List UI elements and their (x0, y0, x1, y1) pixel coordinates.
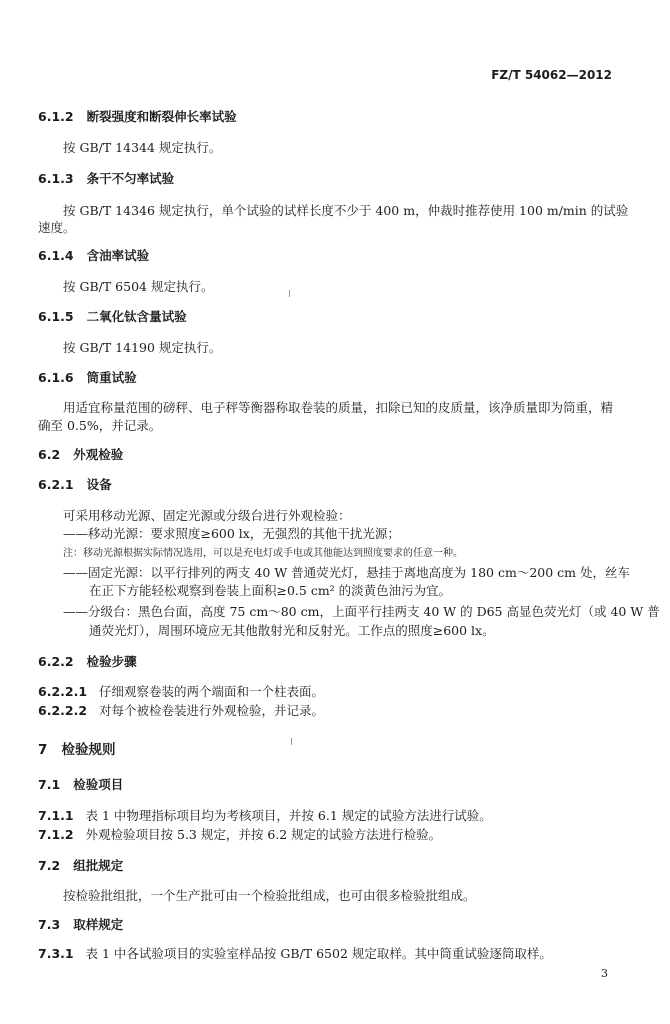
heading-6-1-4 (38, 248, 149, 264)
section-title: 断裂强度和断裂伸长率试验 (86, 109, 237, 124)
section-number: 7.1 (38, 777, 61, 792)
section-title: 二氧化钛含量试验 (86, 309, 187, 324)
clause-number: 7.1.1 (38, 808, 74, 823)
section-title: 含油率试验 (86, 248, 150, 263)
paragraph-6-1-3-line2: 速度。 (38, 220, 76, 235)
section-title: 检验项目 (73, 777, 124, 792)
scan-speck (289, 290, 290, 297)
step-number: 6.2.2.1 (38, 684, 88, 699)
section-number: 6.1.3 (38, 171, 74, 186)
step-number: 6.2.2.2 (38, 703, 88, 718)
heading-6-1-2 (38, 109, 237, 125)
clause-number: 7.1.2 (38, 827, 74, 842)
step-text: 对每个被检卷装进行外观检验，并记录。 (98, 703, 324, 718)
heading-6-1-3 (38, 171, 174, 187)
section-title: 取样规定 (73, 917, 124, 932)
heading-6-1-6 (38, 370, 137, 386)
section-title: 外观检验 (73, 447, 124, 462)
list-item-grading-table-line2: 通荧光灯），周围环境应无其他散射光和反射光。工作点的照度≥600 lx。 (89, 623, 495, 638)
section-title: 设备 (86, 477, 112, 492)
paragraph-6-1-6-line1: 用适宜称量范围的磅秤、电子秤等衡器称取卷装的质量，扣除已知的皮质量，该净质量即为筒重，精 (63, 400, 614, 415)
step-text: 仔细观察卷装的两个端面和一个柱表面。 (98, 684, 324, 699)
section-number: 7.3 (38, 917, 61, 932)
heading-6-1-5 (38, 309, 187, 325)
clause-7-1-2 (38, 827, 441, 843)
section-title: 筒重试验 (86, 370, 137, 385)
list-item-fixed-light-line2: 在正下方能轻松观察到卷装上面积≥0.5 cm² 的淡黄色油污为宜。 (89, 583, 452, 598)
step-6-2-2-2 (38, 703, 324, 719)
paragraph-6-1-2: 按 GB/T 14344 规定执行。 (63, 140, 222, 155)
list-item-fixed-light-line1: ——固定光源：以平行排列的两支 40 W 普通荧光灯，悬挂于离地高度为 180 cm～200 cm 处，丝车 (63, 565, 630, 580)
heading-7-3 (38, 917, 123, 933)
heading-6-2-2 (38, 654, 137, 670)
clause-text: 外观检验项目按 5.3 规定，并按 6.2 规定的试验方法进行检验。 (85, 827, 442, 842)
paragraph-6-2-1-intro: 可采用移动光源、固定光源或分级台进行外观检验： (63, 508, 351, 523)
clause-7-1-1 (38, 808, 492, 824)
paragraph-6-1-6-line2: 确至 0.5%，并记录。 (38, 418, 162, 433)
list-item-mobile-light: ——移动光源：要求照度≥600 lx，无强烈的其他干扰光源； (63, 526, 400, 541)
section-title: 检验步骤 (86, 654, 137, 669)
section-number: 7.2 (38, 858, 61, 873)
clause-7-3-1 (38, 946, 552, 962)
section-title: 检验规则 (61, 742, 116, 758)
section-number: 6.2.2 (38, 654, 74, 669)
page-number: 3 (601, 967, 608, 980)
section-title: 组批规定 (73, 858, 124, 873)
list-item-grading-table-line1: ——分级台：黑色台面，高度 75 cm～80 cm，上面平行挂两支 40 W 的 D65 高显色荧光灯（或 40 W 普 (63, 604, 660, 619)
paragraph-6-1-3-line1: 按 GB/T 14346 规定执行，单个试验的试样长度不少于 400 m，仲裁时推荐使用 100 m/min 的试验 (63, 203, 629, 218)
note-mobile-light: 注：移动光源根据实际情况选用，可以是充电灯或手电或其他能达到照度要求的任意一种。 (63, 548, 463, 559)
step-6-2-2-1 (38, 684, 324, 700)
clause-text: 表 1 中各试验项目的实验室样品按 GB/T 6502 规定取样。其中筒重试验逐筒取样。 (85, 946, 552, 961)
section-number: 6.2 (38, 447, 61, 462)
section-number: 7 (38, 742, 48, 758)
paragraph-6-1-4: 按 GB/T 6504 规定执行。 (63, 279, 214, 294)
clause-text: 表 1 中物理指标项目均为考核项目，并按 6.1 规定的试验方法进行试验。 (85, 808, 492, 823)
paragraph-7-2: 按检验批组批，一个生产批可由一个检验批组成，也可由很多检验批组成。 (63, 888, 476, 903)
paragraph-6-1-5: 按 GB/T 14190 规定执行。 (63, 340, 222, 355)
scan-speck (291, 738, 292, 745)
heading-7 (38, 742, 116, 758)
section-number: 6.1.4 (38, 248, 74, 263)
section-title: 条干不匀率试验 (86, 171, 175, 186)
heading-6-2-1 (38, 477, 112, 493)
clause-number: 7.3.1 (38, 946, 74, 961)
standard-code: FZ/T 54062—2012 (491, 68, 612, 82)
heading-7-1 (38, 777, 123, 793)
heading-6-2 (38, 447, 123, 463)
section-number: 6.2.1 (38, 477, 74, 492)
heading-7-2 (38, 858, 123, 874)
section-number: 6.1.5 (38, 309, 74, 324)
section-number: 6.1.6 (38, 370, 74, 385)
section-number: 6.1.2 (38, 109, 74, 124)
